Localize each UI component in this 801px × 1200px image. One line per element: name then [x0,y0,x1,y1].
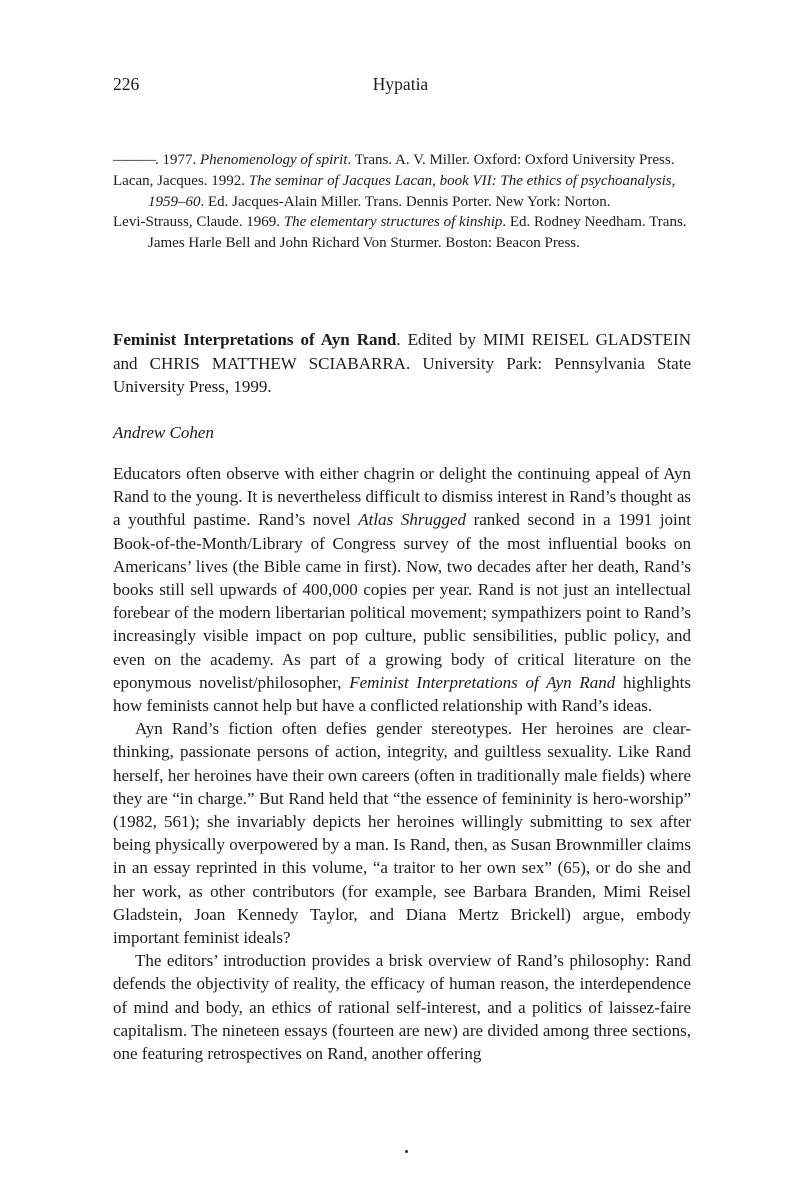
running-header [113,74,688,98]
reference-text: Lacan, Jacques. 1992. [113,172,249,189]
reviewer-name: Andrew Cohen [113,423,214,442]
repeated-author-dash: ——— [113,152,155,168]
journal-title: Hypatia [372,74,429,94]
review-body [113,462,691,1065]
reference-text: . Trans. A. V. Miller. Oxford: Oxford University Press. [347,152,675,168]
body-paragraph: The editors’ introduction provides a brisk overview of Rand’s philosophy: Rand defends the objectivity of reality, the efficacy of human reason, the interdependence of mind and body, an ethics of rational self-interest, and a politics of laissez-faire capitalism. The nineteen essays (fourteen are new) are divided among three sections, one featuring retrospectives on Rand, another offering [113,951,691,1064]
reference-text: . 1977. [155,152,200,168]
reference-title: Phenomenology of spirit [200,152,348,168]
reviewed-book-title: Feminist Interpretations of Ayn Rand [113,330,397,349]
reference-list [113,150,688,254]
body-text: Educators often observe with either chagrin or delight the continuing appeal of Ayn Rand to the young. It is nevertheless difficult to dismiss interest in Rand’s thought as a youthful pastime. Rand’s novel [113,464,691,530]
page-number: 226 [113,74,140,94]
italic-title: Feminist Interpretations of Ayn Rand [349,672,616,692]
reviewed-book-details: . Edited by MIMI REISEL GLADSTEIN and CHRIS MATTHEW SCIABARRA. University Park: Pennsylvania State University Press, 1999. [113,330,691,396]
reference-text: . Ed. Rodney Needham. Trans. James Harle Bell and John Richard Von Sturmer. Boston: Beacon Press. [148,214,687,252]
body-paragraph: Ayn Rand’s fiction often defies gender stereotypes. Her heroines are clear-thinking, passionate persons of action, integrity, and guiltless sexuality. Like Rand herself, her heroines have their own careers (often in traditionally male fields) where they are “in charge.” But Rand held that “the essence of femininity is hero-worship” (1982, 561); she invariably depicts her heroines willingly submitting to sex after being physically overpowered by a man. Is Rand, then, as Susan Brownmiller claims in an essay reprinted in this volume, “a traitor to her own sex” (65), or do she and her work, as other contributors (for example, see Barbara Branden, Mimi Reisel Gladstein, Joan Kennedy Taylor, and Diana Mertz Brickell) argue, embody important feminist ideals? [113,719,691,948]
italic-title: Atlas Shrugged [358,510,466,530]
reference-title: The elementary structures of kinship [283,214,503,231]
body-text: highlights how feminists cannot help but have a conflicted relationship with Rand’s ideas. [113,672,691,716]
body-text: ranked second in a 1991 joint Book-of-the-Month/Library of Congress survey of the most influential books on Americans’ lives (the Bible came in first). Now, two decades after her death, Rand’s books still sell upwards of 400,000 copies per year. Rand is not just an intellectual forebear of the modern libertarian political movement; sympathizers point to Rand’s increasingly visible impact on pop culture, public sensibilities, public policy, and even on the academy. As part of a growing body of critical literature on the eponymous novelist/philosopher, [113,510,691,692]
review-citation [113,328,691,399]
reference-entry [113,171,688,213]
reference-title: The seminar of Jacques Lacan, book VII: The ethics of psychoanalysis, 1959–60 [148,172,676,210]
reference-entry [113,150,688,171]
page-mark-dot [405,1150,408,1153]
reference-text: . Ed. Jacques-Alain Miller. Trans. Dennis Porter. New York: Norton. [200,193,611,210]
body-paragraph [113,462,691,717]
reference-text: Levi-Strauss, Claude. 1969. [113,214,284,231]
reference-entry [113,212,688,254]
